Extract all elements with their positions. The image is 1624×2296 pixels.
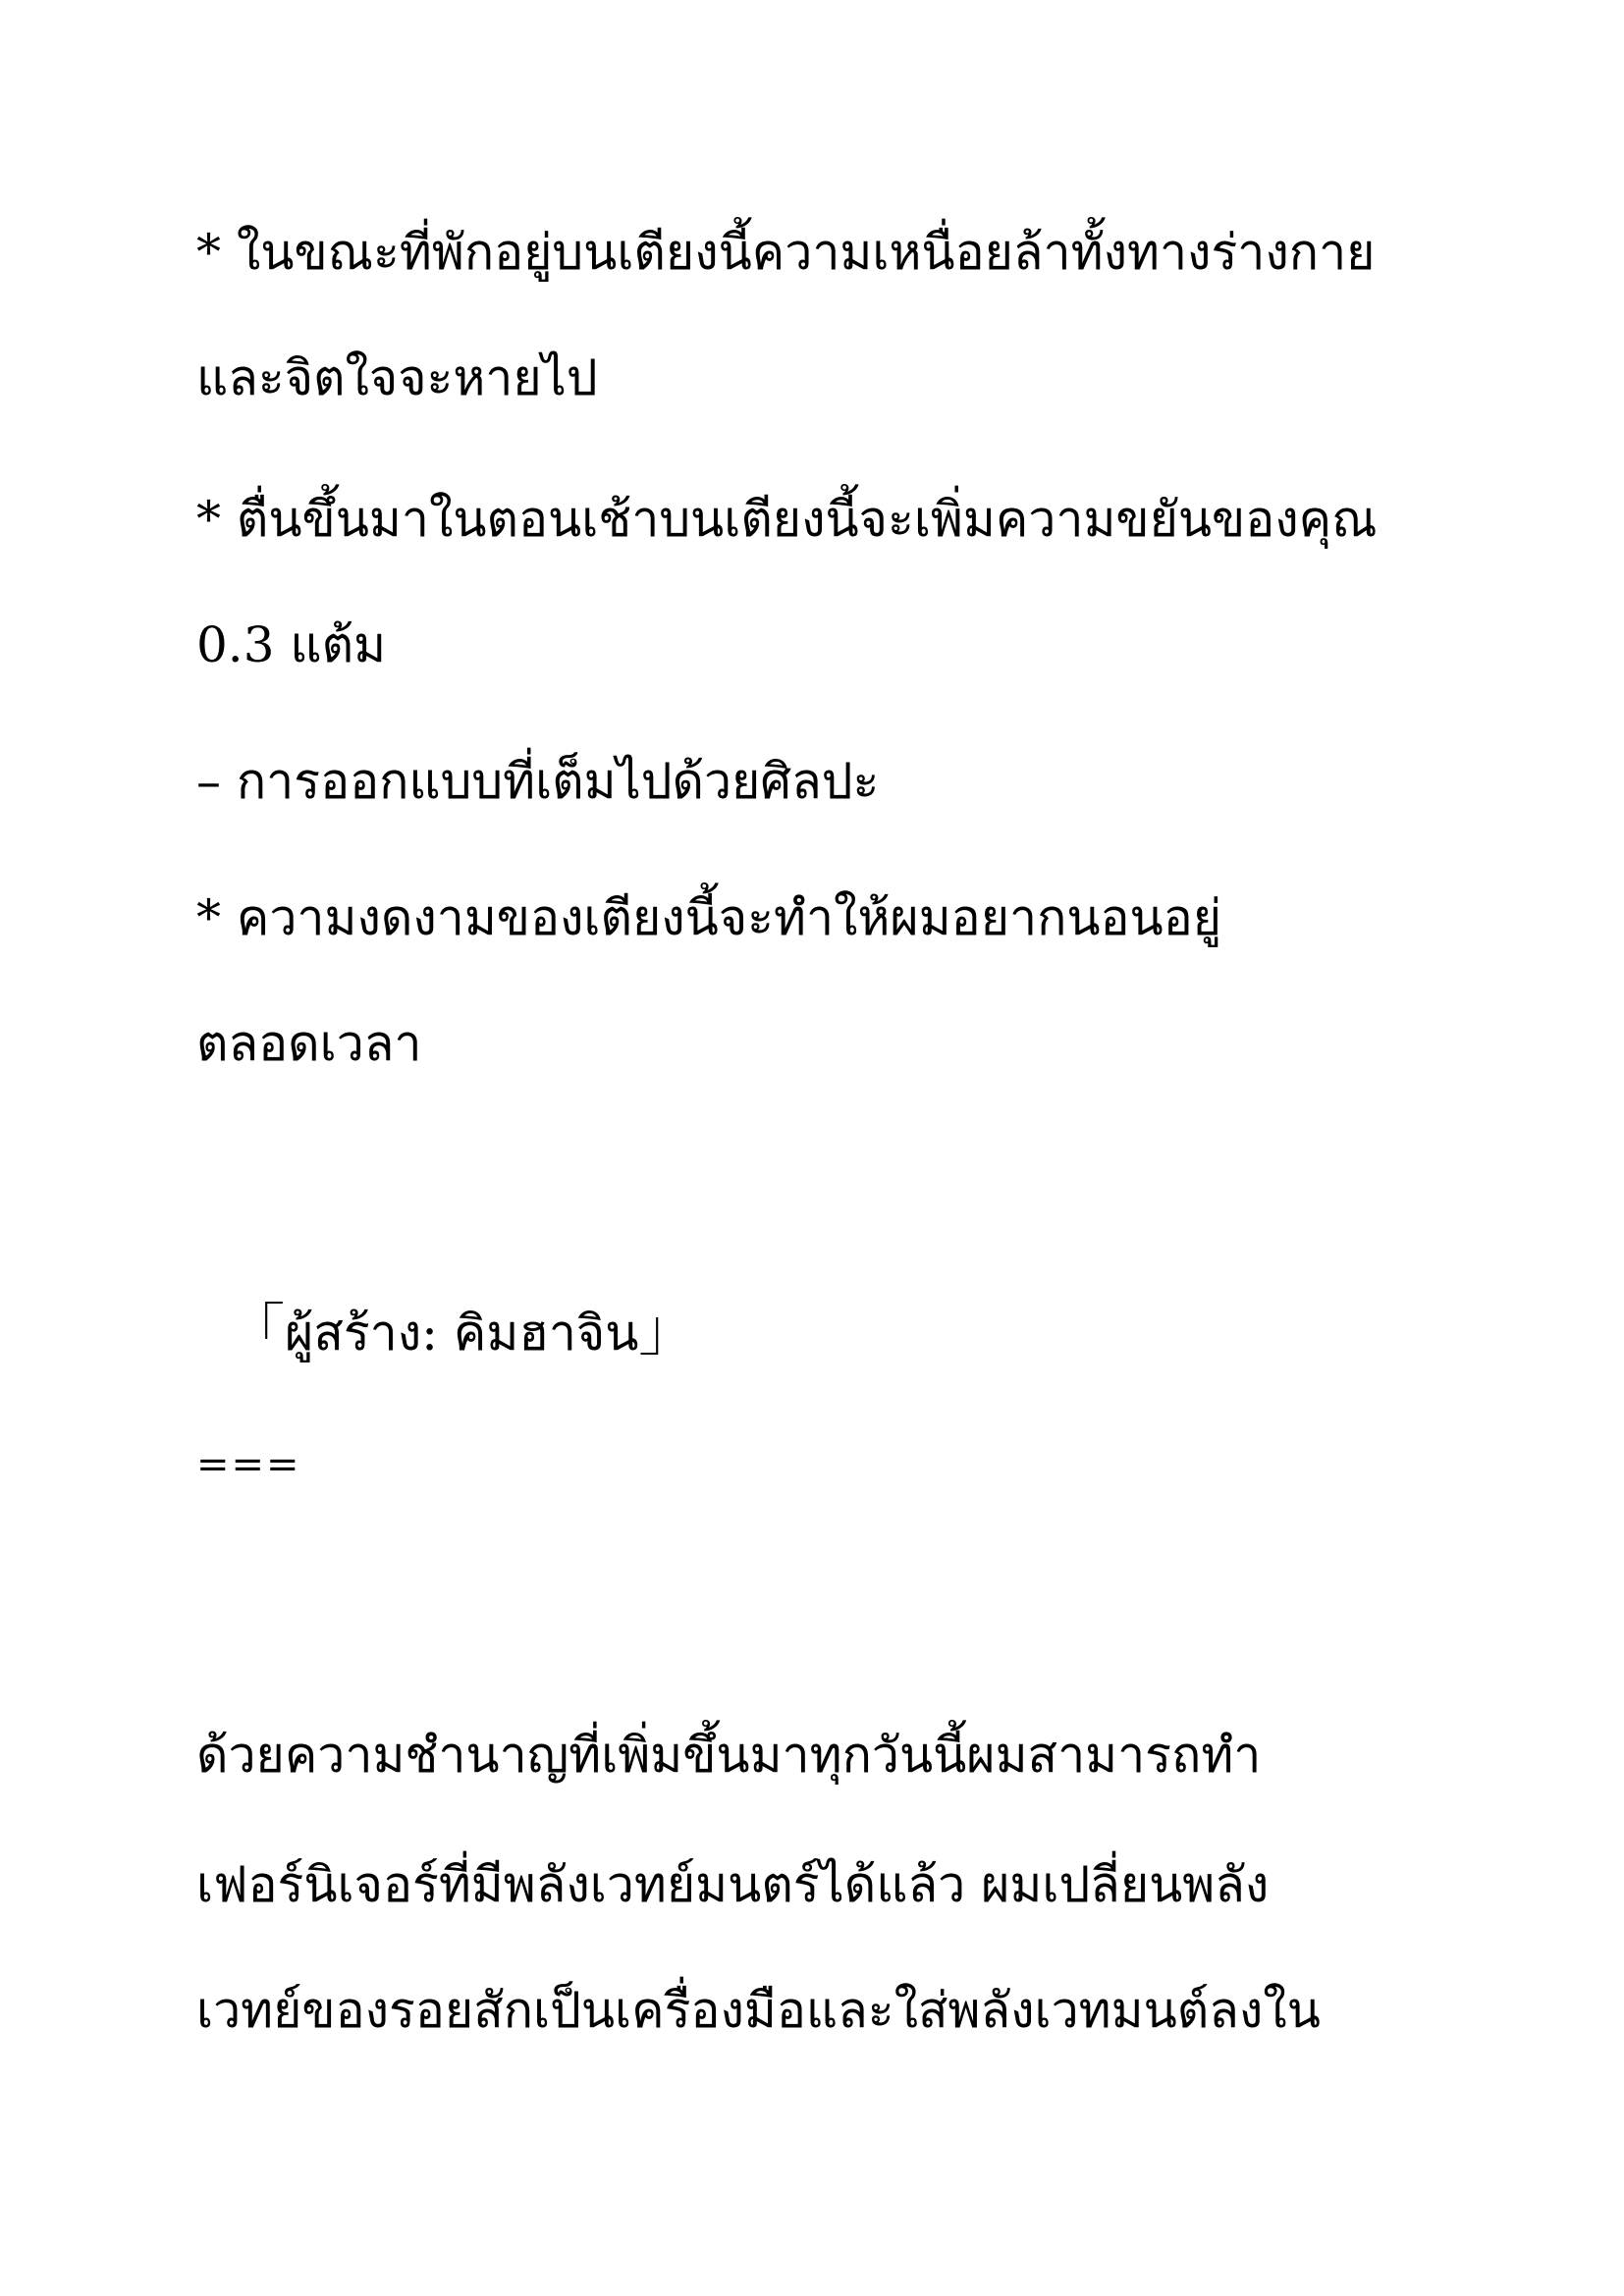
item-effect-line: * ความงดงามของเตียงนี้จะทำให้ผมอยากนอนอยู่ xyxy=(196,889,1222,946)
open-bracket: 「 xyxy=(228,1297,286,1363)
item-design-line: – การออกแบบที่เต็มไปด้วยศิลปะ xyxy=(196,753,880,810)
item-effect-line-continued: 0.3 แต้ม xyxy=(196,616,387,673)
item-effect-line: * ในขณะที่พักอยู่บนเตียงนี้ความเหนื่อยล้าทั้งทางร่างกาย xyxy=(196,224,1376,281)
close-bracket: 」 xyxy=(638,1297,696,1363)
item-effect-line-continued: ตลอดเวลา xyxy=(196,1015,422,1072)
paragraph-line: เวทย์ของรอยสักเป็นเครื่องมือและใส่พลังเวทมนต์ลงใน xyxy=(196,1982,1321,2039)
item-effect-line-continued: และจิตใจจะหายไป xyxy=(196,349,598,406)
section-separator: === xyxy=(196,1442,301,1487)
paragraph-line: เฟอร์นิเจอร์ที่มีพลังเวทย์มนตร์ได้แล้ว ผมเปลี่ยนพลัง xyxy=(196,1856,1270,1913)
paragraph-line: ด้วยความชำนาญที่เพิ่มขึ้นมาทุกวันนี้ผมสามารถทำ xyxy=(196,1727,1262,1784)
item-effect-line: * ตื่นขึ้นมาในตอนเช้าบนเตียงนี้จะเพิ่มความขยันของคุณ xyxy=(196,491,1378,548)
creator-credit xyxy=(228,1296,695,1367)
creator-credit-text: ผู้สร้าง: คิมฮาจิน xyxy=(285,1305,639,1362)
